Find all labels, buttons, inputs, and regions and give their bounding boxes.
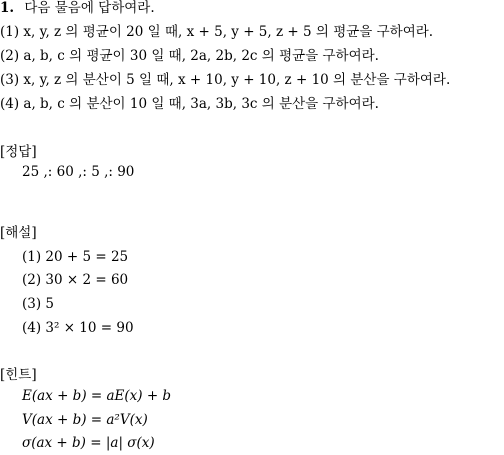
- question-item-4: (4) a, b, c 의 분산이 10 일 때, 3a, 3b, 3c 의 분산을 구하여라.: [0, 96, 379, 112]
- answer-header: [정답]: [0, 144, 37, 160]
- explanation-header: [해설]: [0, 225, 37, 241]
- question-item-3: (3) x, y, z 의 분산이 5 일 때, x + 10, y + 10, z + 10 의 분산을 구하여라.: [0, 72, 451, 88]
- question-item-2: (2) a, b, c 의 평균이 30 일 때, 2a, 2b, 2c 의 평균을 구하여라.: [0, 48, 379, 64]
- hint-header: [힌트]: [0, 367, 37, 383]
- problem-title: [0, 0, 155, 20]
- explanation-line-1: (1) 20 + 5 = 25: [22, 249, 129, 265]
- hint-line-3: σ(ax + b) = |a| σ(x): [22, 435, 155, 451]
- problem-instruction: 다음 물음에 답하여라.: [24, 0, 155, 16]
- explanation-line-4: (4) 3² × 10 = 90: [22, 320, 134, 336]
- hint-line-1: E(ax + b) = aE(x) + b: [22, 388, 172, 404]
- answer-text: 25 ,: 60 ,: 5 ,: 90: [22, 164, 135, 180]
- problem-number: 1.: [0, 0, 15, 16]
- hint-line-2: V(ax + b) = a²V(x): [22, 412, 148, 428]
- explanation-line-2: (2) 30 × 2 = 60: [22, 272, 129, 288]
- explanation-line-3: (3) 5: [22, 296, 55, 312]
- question-item-1: (1) x, y, z 의 평균이 20 일 때, x + 5, y + 5, z + 5 의 평균을 구하여라.: [0, 24, 434, 40]
